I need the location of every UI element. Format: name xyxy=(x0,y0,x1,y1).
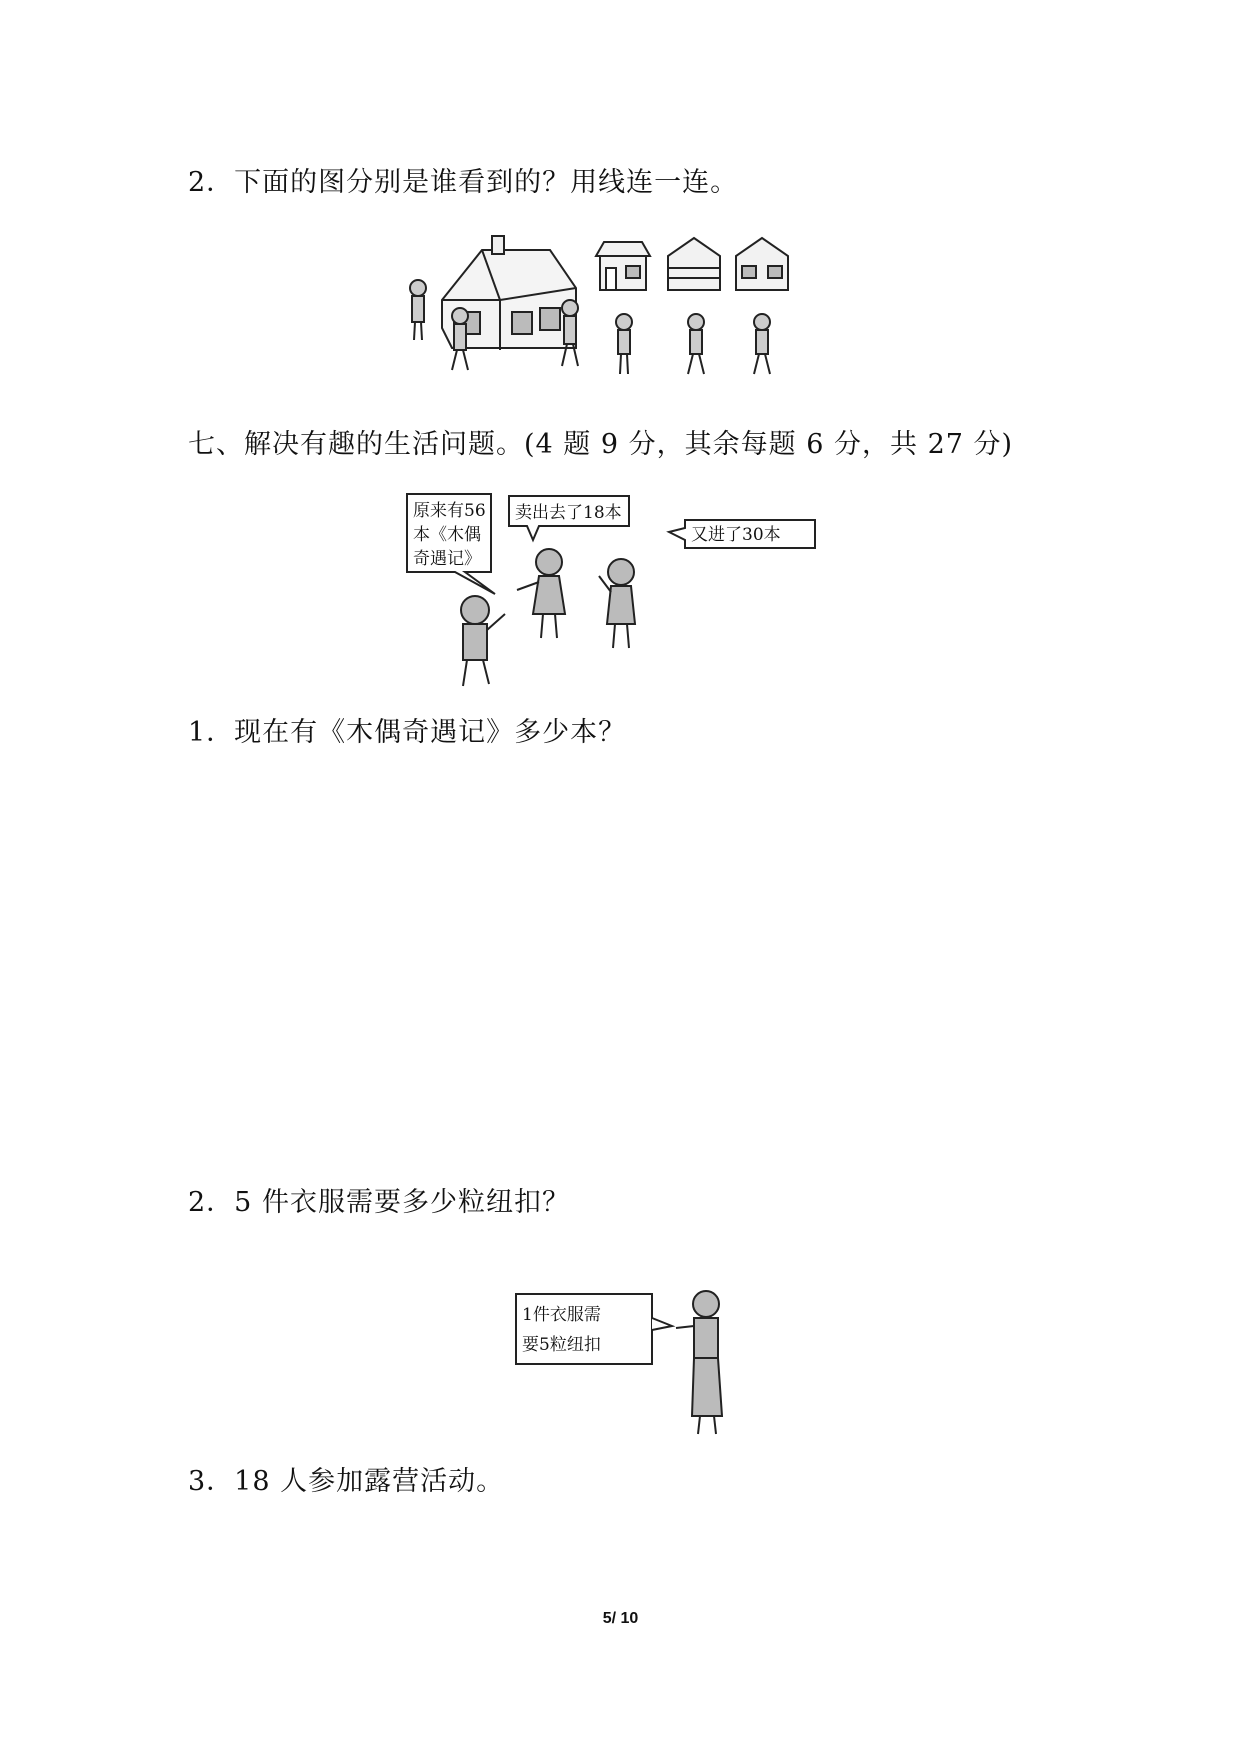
girl-2-figure xyxy=(599,559,635,648)
child-option-3-figure xyxy=(754,314,770,374)
bubble-woman-line-2: 要5粒纽扣 xyxy=(522,1335,601,1355)
bubble-boy-line-3: 奇遇记》 xyxy=(413,549,481,569)
question-2-title: 2．下面的图分别是谁看到的？用线连一连。 xyxy=(188,167,739,198)
child-option-2-figure xyxy=(688,314,704,374)
page-number: 5/ 10 xyxy=(602,1610,639,1627)
speech-bubble-girl-1 xyxy=(509,496,629,540)
bubble-girl-2-text: 又进了30本 xyxy=(691,525,781,545)
girl-1-figure xyxy=(517,549,565,638)
child-right-figure xyxy=(562,300,578,366)
problem-1-text: 1．现在有《木偶奇遇记》多少本？ xyxy=(188,717,627,748)
buttons-dialogue-figure xyxy=(510,1288,740,1438)
speech-bubble-boy xyxy=(407,494,495,594)
house-views-figure xyxy=(400,228,840,388)
boy-figure xyxy=(461,596,505,686)
child-option-1-figure xyxy=(616,314,632,374)
woman-figure xyxy=(676,1291,722,1434)
child-left-figure xyxy=(410,280,426,340)
bubble-boy-line-2: 本《木偶 xyxy=(413,525,481,545)
speech-bubble-woman xyxy=(516,1294,672,1364)
section-7-title: 七、解决有趣的生活问题。(4 题 9 分，其余每题 6 分，共 27 分) xyxy=(188,429,1014,460)
child-front-figure xyxy=(452,308,468,370)
bookstore-dialogue-figure xyxy=(405,490,835,690)
bubble-boy-line-1: 原来有56 xyxy=(413,501,486,521)
problem-3-text: 3．18 人参加露营活动。 xyxy=(188,1466,505,1497)
house-view-front-icon xyxy=(736,238,788,290)
speech-bubble-girl-2 xyxy=(669,520,815,548)
problem-2-text: 2．5 件衣服需要多少粒纽扣？ xyxy=(188,1187,570,1218)
bubble-girl-1-text: 卖出去了18本 xyxy=(515,503,622,523)
house-view-back-icon xyxy=(668,238,720,290)
house-view-side-icon xyxy=(596,242,650,290)
bubble-woman-line-1: 1件衣服需 xyxy=(522,1305,601,1325)
